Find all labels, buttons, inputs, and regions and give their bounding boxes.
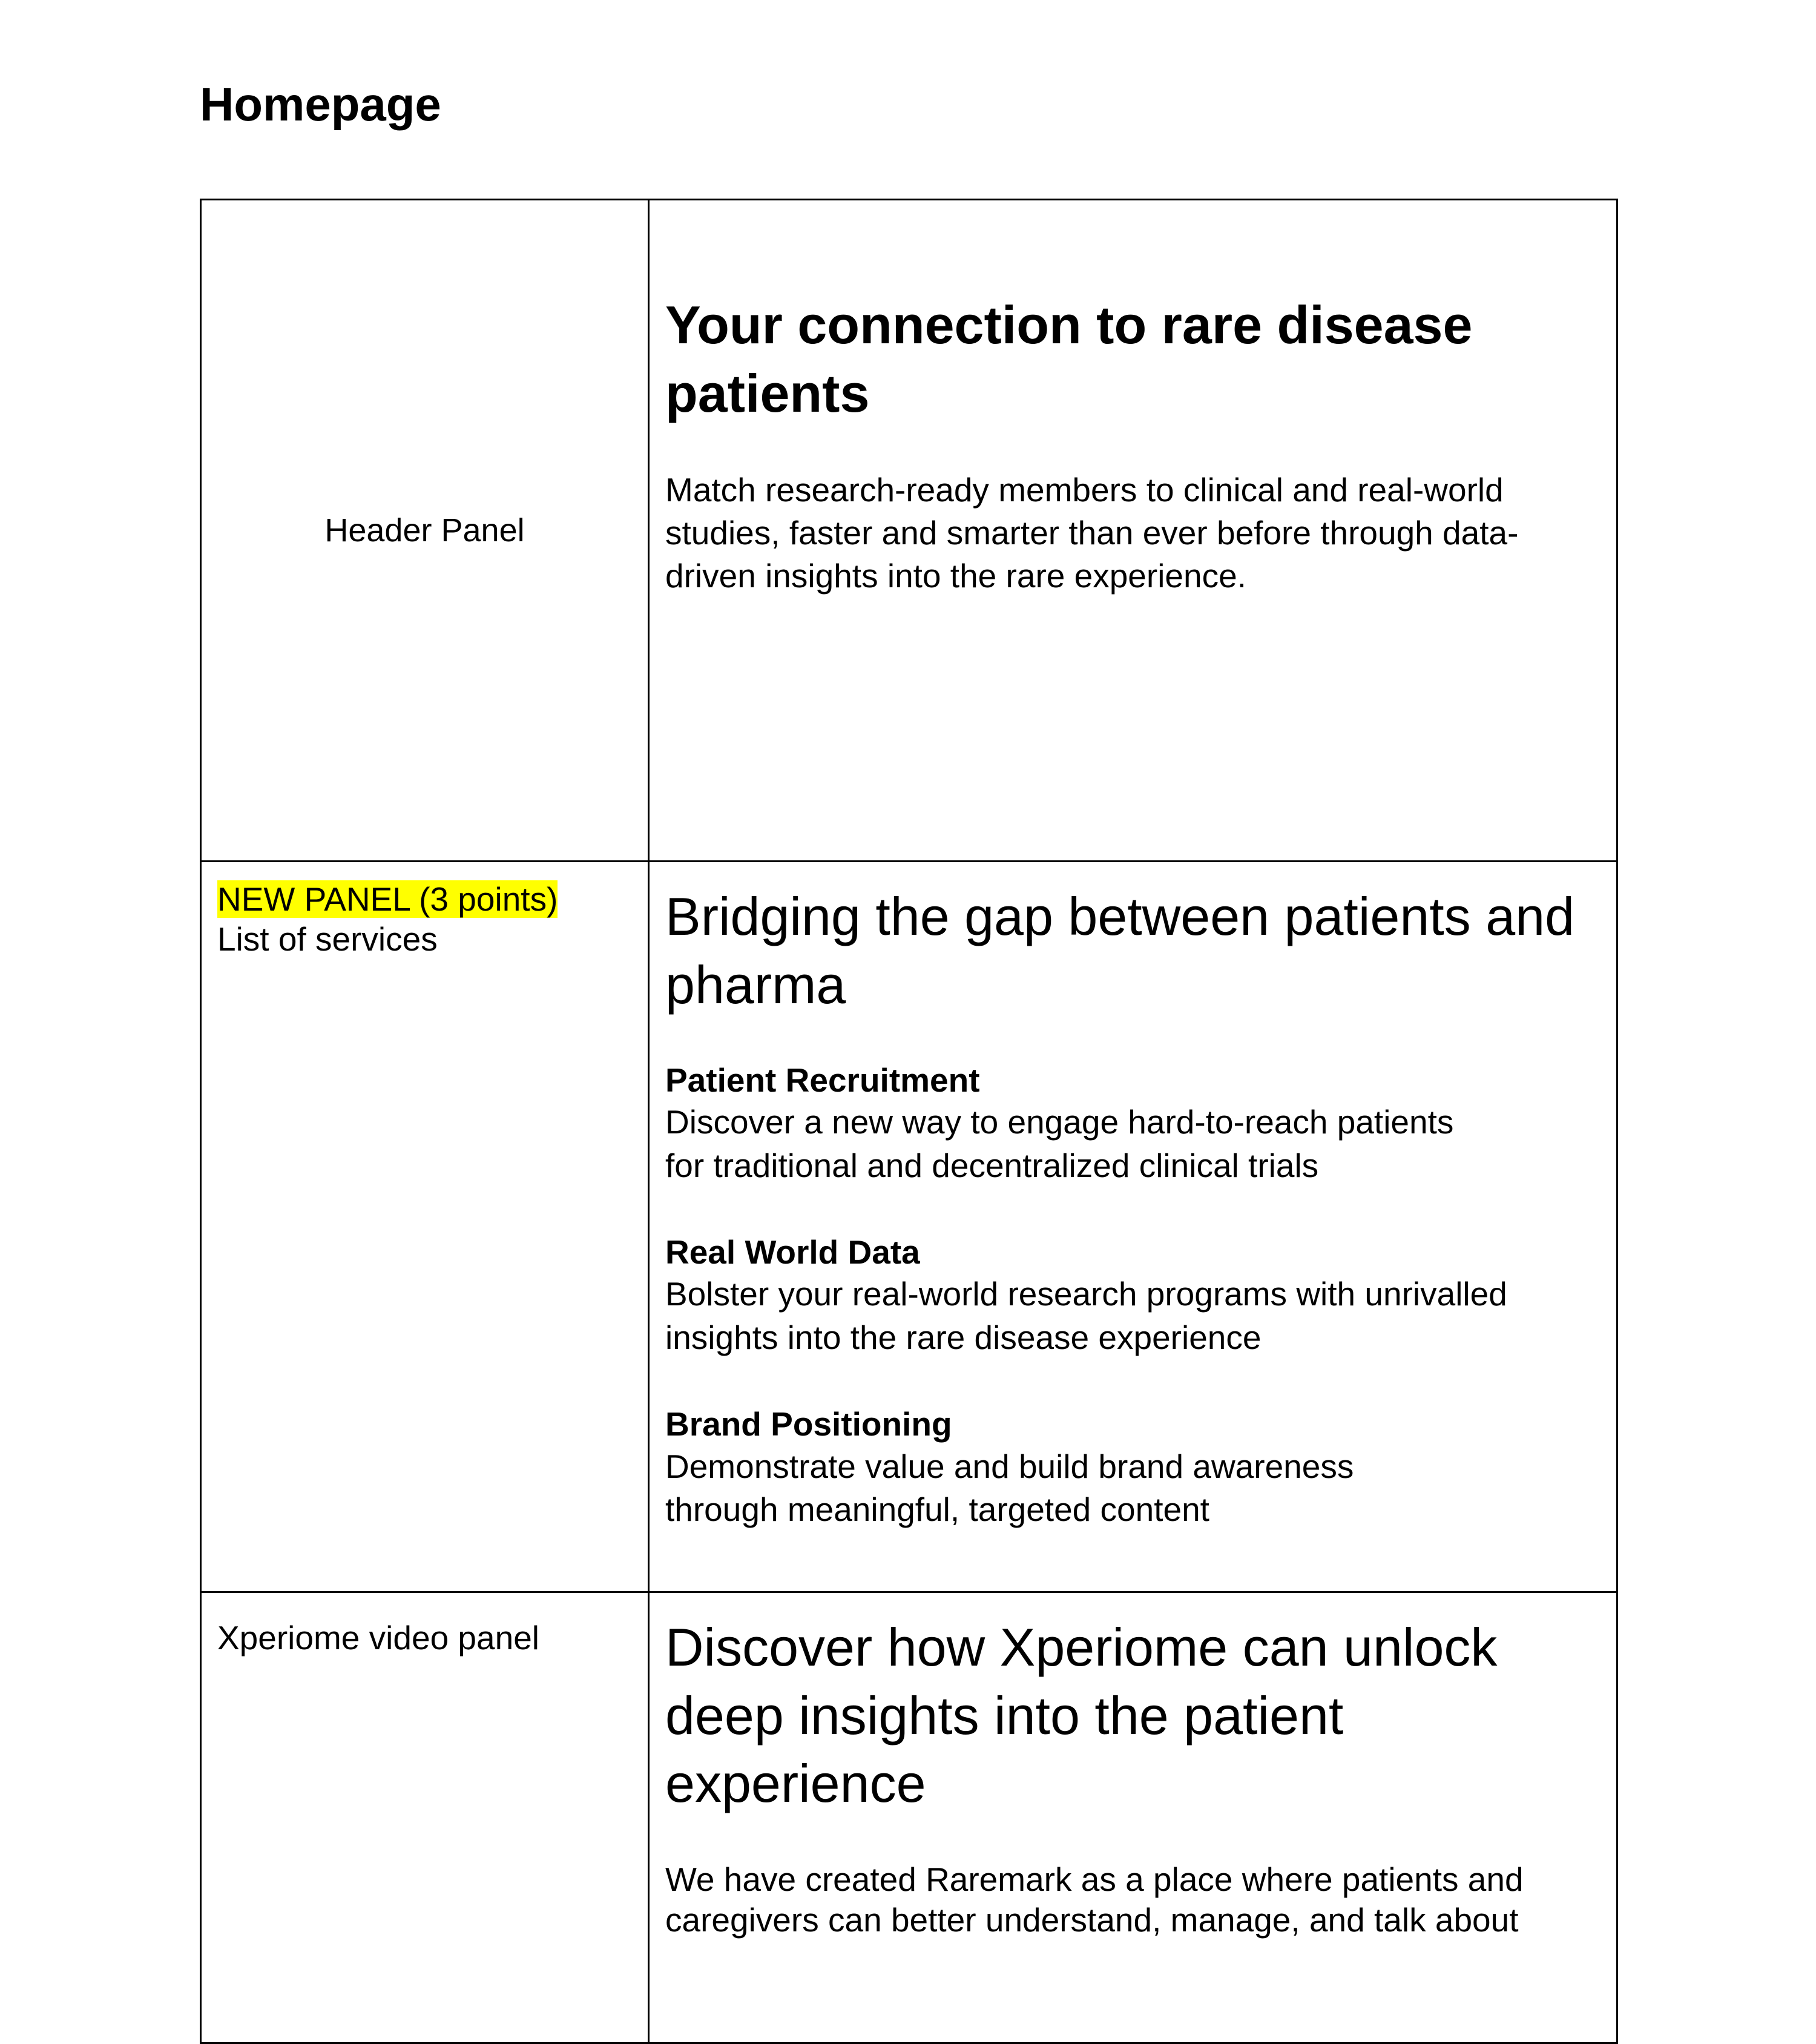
service-description-line: insights into the rare disease experience bbox=[665, 1318, 1262, 1356]
service-description-line: through meaningful, targeted content bbox=[665, 1491, 1209, 1529]
service-description-line: Discover a new way to engage hard-to-reach patients bbox=[665, 1103, 1454, 1141]
table-row-video-panel bbox=[201, 1592, 1617, 2043]
service-description-line: Bolster your real-world research programs with unrivalled bbox=[665, 1275, 1507, 1313]
services-title: Bridging the gap between patients and pharma bbox=[665, 886, 1575, 1015]
service-item bbox=[665, 1232, 1601, 1359]
service-description bbox=[665, 1101, 1601, 1187]
service-title: Real World Data bbox=[665, 1233, 920, 1271]
service-description-line: for traditional and decentralized clinical trials bbox=[665, 1146, 1319, 1184]
cell-header-label bbox=[201, 200, 649, 862]
table-row-services-panel bbox=[201, 862, 1617, 1592]
cell-video-content bbox=[649, 1592, 1617, 2043]
service-title: Patient Recruitment bbox=[665, 1061, 980, 1099]
cell-services-content bbox=[649, 862, 1617, 1592]
document-title: Homepage bbox=[200, 77, 441, 131]
hero-description: Match research-ready members to clinical and real-world studies, faster and smarter than ever before through data-driven insights into the rare experience. bbox=[665, 471, 1519, 595]
panel-label: Header Panel bbox=[324, 512, 525, 549]
new-panel-highlight: NEW PANEL (3 points) bbox=[217, 880, 558, 918]
cell-video-label bbox=[201, 1592, 649, 2043]
panel-label: Xperiome video panel bbox=[217, 1619, 540, 1657]
service-item bbox=[665, 1404, 1601, 1531]
service-title: Brand Positioning bbox=[665, 1405, 952, 1443]
service-description-line: Demonstrate value and build brand awareness bbox=[665, 1447, 1354, 1485]
table-row-header-panel bbox=[201, 200, 1617, 862]
hero-title: Your connection to rare disease patients bbox=[665, 295, 1473, 423]
cell-header-content bbox=[649, 200, 1617, 862]
content-table bbox=[200, 199, 1618, 2044]
service-item bbox=[665, 1060, 1601, 1187]
service-description bbox=[665, 1445, 1601, 1532]
video-title: Discover how Xperiome can unlock deep insights into the patient experience bbox=[665, 1617, 1498, 1814]
cell-services-label bbox=[201, 862, 649, 1592]
service-description bbox=[665, 1273, 1601, 1359]
video-description: We have created Raremark as a place where patients and caregivers can better understand, manage, and talk about bbox=[665, 1860, 1524, 1939]
services-label: List of services bbox=[217, 920, 438, 958]
